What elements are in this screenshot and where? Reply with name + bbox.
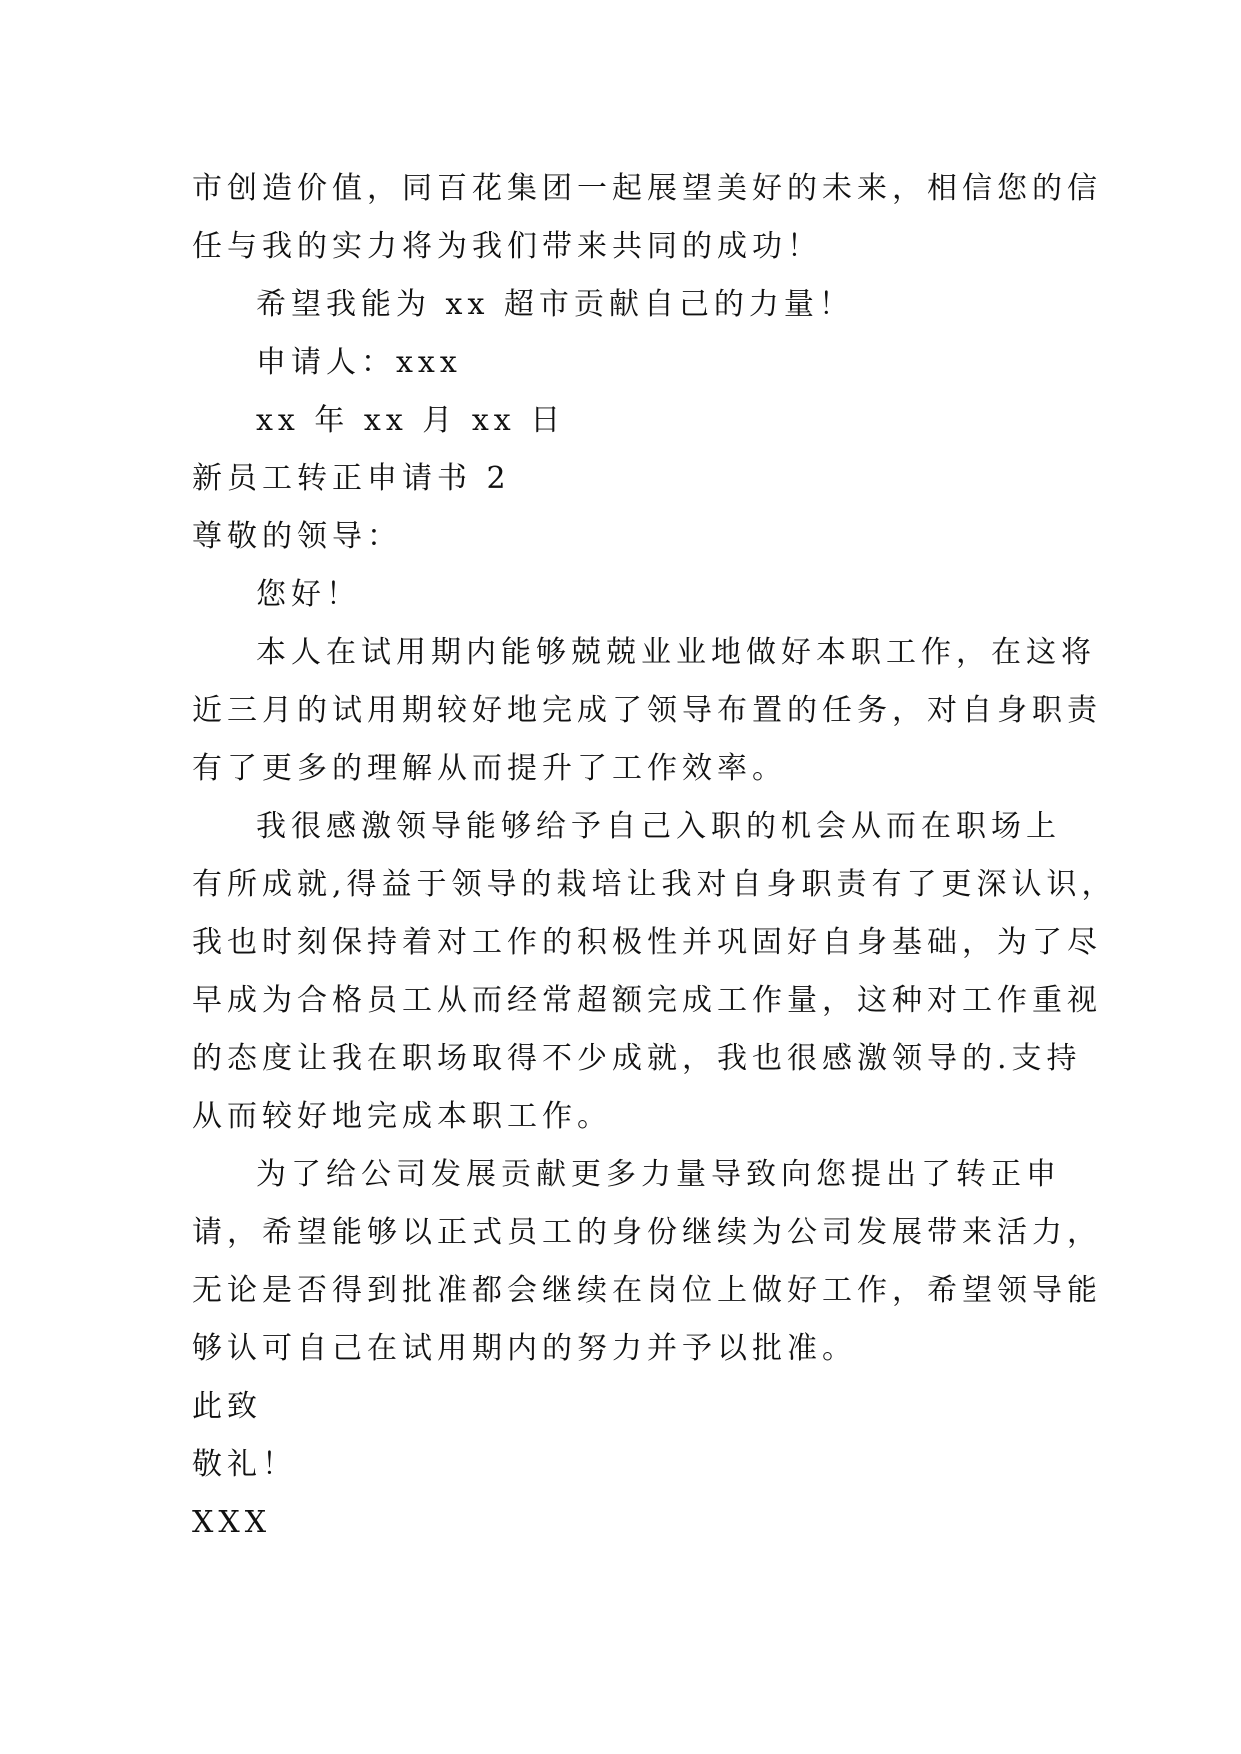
paragraph-line: 我很感激领导能够给予自己入职的机会从而在职场上: [256, 809, 1061, 844]
paragraph-line: 近三月的试用期较好地完成了领导布置的任务，对自身职责: [192, 693, 1102, 728]
paragraph-line: 早成为合格员工从而经常超额完成工作量，这种对工作重视: [192, 983, 1102, 1018]
paragraph-line: 为了给公司发展贡献更多力量导致向您提出了转正申: [256, 1157, 1061, 1192]
closing-wish: 希望我能为 xx 超市贡献自己的力量！: [256, 287, 854, 322]
greeting: 您好！: [256, 577, 361, 612]
paragraph-line: 请，希望能够以正式员工的身份继续为公司发展带来活力，: [192, 1215, 1102, 1250]
paragraph-line: 有了更多的理解从而提升了工作效率。: [192, 751, 787, 786]
paragraph-line: 本人在试用期内能够兢兢业业地做好本职工作，在这将: [256, 635, 1096, 670]
application-date: xx 年 xx 月 xx 日: [256, 403, 566, 438]
salutation: 尊敬的领导：: [192, 519, 402, 554]
body-text-line: 任与我的实力将为我们带来共同的成功！: [192, 229, 822, 264]
signature: XXX: [192, 1505, 272, 1540]
closing-phrase: 此致: [192, 1389, 262, 1424]
closing-salute: 敬礼！: [192, 1447, 297, 1482]
paragraph-line: 我也时刻保持着对工作的积极性并巩固好自身基础，为了尽: [192, 925, 1102, 960]
paragraph-line: 有所成就,得益于领导的栽培让我对自身职责有了更深认识，: [192, 867, 1117, 902]
paragraph-line: 的态度让我在职场取得不少成就，我也很感激领导的.支持: [192, 1041, 1082, 1076]
section-title: 新员工转正申请书 2: [192, 461, 511, 496]
document-body: [192, 160, 1117, 1552]
paragraph-line: 够认可自己在试用期内的努力并予以批准。: [192, 1331, 857, 1366]
applicant-name: 申请人：xxx: [256, 345, 462, 380]
body-text-line: 市创造价值，同百花集团一起展望美好的未来，相信您的信: [192, 171, 1102, 206]
paragraph-line: 无论是否得到批准都会继续在岗位上做好工作，希望领导能: [192, 1273, 1102, 1308]
paragraph-line: 从而较好地完成本职工作。: [192, 1099, 612, 1134]
